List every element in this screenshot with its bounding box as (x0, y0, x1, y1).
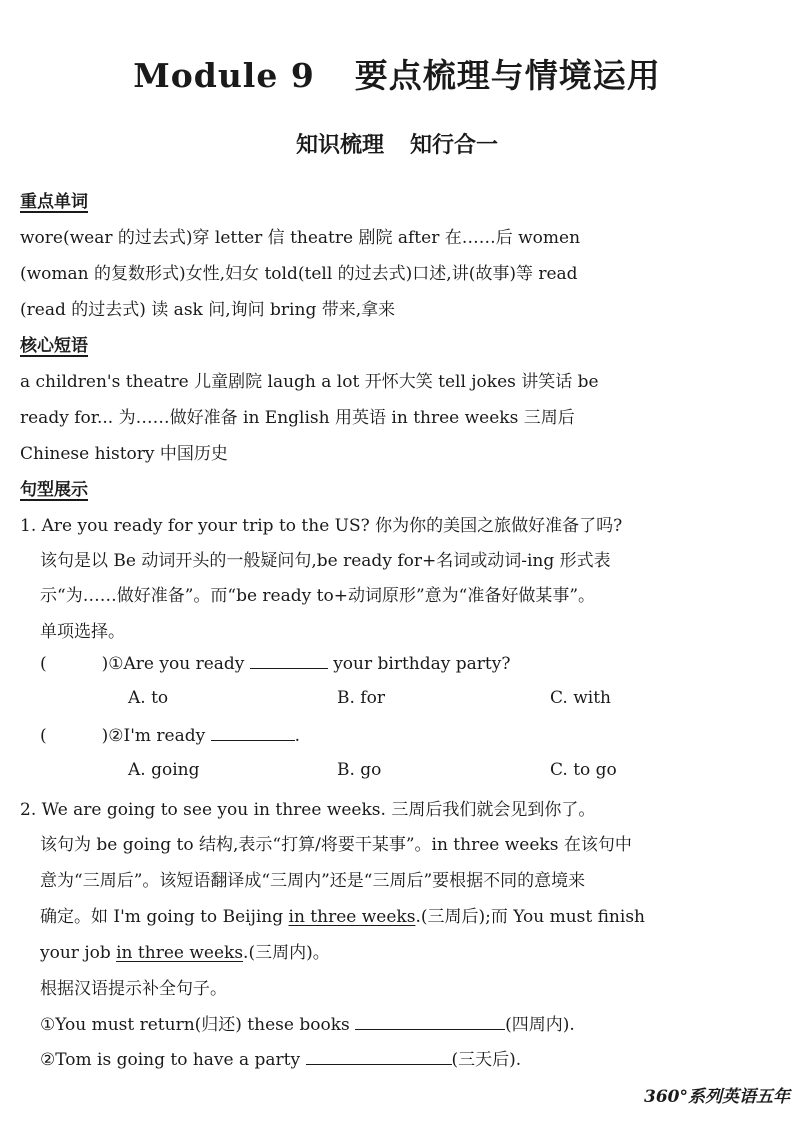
explain-3-underlined: in three weeks (288, 907, 416, 927)
q1-option-a[interactable]: A. to (128, 688, 169, 708)
q2-option-b[interactable]: B. go (337, 760, 382, 780)
choice-question-2 (40, 724, 300, 746)
q2-paren-open: ( (40, 726, 47, 746)
sentence-2-instruction: 根据汉语提示补全句子。 (40, 979, 227, 999)
words-line-1: wore(wear 的过去式)穿 letter 信 theatre 剧院 after 在……后 women (20, 228, 581, 248)
phrases-line-3: Chinese history 中国历史 (20, 444, 228, 464)
f1-stem: ①You must return(归还) these books (40, 1015, 350, 1035)
q2-tail: . (294, 726, 301, 746)
explain-3-pre: 确定。如 I'm going to Beijing (40, 907, 289, 927)
q1-stem: )①Are you ready (101, 654, 245, 674)
page-subtitle (0, 128, 794, 159)
explain-4-post: .(三周内)。 (243, 943, 330, 963)
f2-blank[interactable] (306, 1048, 452, 1065)
sentence-1-explain-1: 该句是以 Be 动词开头的一般疑问句,be ready for+名词或动词-ing 形式表 (40, 551, 611, 571)
words-line-3: (read 的过去式) 读 ask 问,询问 bring 带来,拿来 (20, 300, 396, 320)
q1-option-c[interactable]: C. with (550, 688, 611, 708)
phrases-line-2: ready for... 为……做好准备 in English 用英语 in three weeks 三周后 (20, 408, 575, 428)
sentence-2-explain-4 (40, 938, 330, 963)
q2-option-a[interactable]: A. going (128, 760, 200, 780)
q2-blank[interactable] (211, 724, 295, 741)
q1-blank[interactable] (250, 652, 328, 669)
series-footer: 360°系列英语五年 (644, 1087, 790, 1107)
title-module: Module 9 (133, 56, 315, 95)
sentence-2-explain-3 (40, 902, 645, 927)
explain-4-underlined: in three weeks (116, 943, 244, 963)
f2-hint: (三天后). (451, 1050, 522, 1070)
sentence-1-instruction: 单项选择。 (40, 622, 125, 642)
phrases-line-1: a children's theatre 儿童剧院 laugh a lot 开怀大笑 tell jokes 讲笑话 be (20, 372, 599, 392)
fill-question-1 (40, 1010, 575, 1035)
page-title (0, 50, 794, 97)
explain-3-post: .(三周后);而 You must finish (415, 907, 645, 927)
section-heading-phrases: 核心短语 (20, 336, 88, 356)
q1-paren-open: ( (40, 654, 47, 674)
sentence-2-explain-1: 该句为 be going to 结构,表示“打算/将要干某事”。in three weeks 在该句中 (40, 835, 632, 855)
choice-question-1 (40, 652, 510, 674)
title-topic: 要点梳理与情境运用 (354, 56, 661, 95)
section-heading-sentences: 句型展示 (20, 480, 88, 500)
f1-blank[interactable] (355, 1013, 505, 1030)
section-heading-words: 重点单词 (20, 192, 88, 212)
subtitle-part2: 知行合一 (410, 132, 499, 158)
q1-tail: your birthday party? (333, 654, 511, 674)
sentence-2: 2. We are going to see you in three weeks. 三周后我们就会见到你了。 (20, 800, 596, 820)
f2-stem: ②Tom is going to have a party (40, 1050, 301, 1070)
sentence-1-explain-2: 示“为……做好准备”。而“be ready to+动词原形”意为“准备好做某事”。 (40, 586, 596, 606)
q2-option-c[interactable]: C. to go (550, 760, 617, 780)
words-line-2: (woman 的复数形式)女性,妇女 told(tell 的过去式)口述,讲(故事)等 read (20, 264, 578, 284)
subtitle-part1: 知识梳理 (295, 132, 384, 158)
explain-4-pre: your job (40, 943, 117, 963)
sentence-1: 1. Are you ready for your trip to the US? 你为你的美国之旅做好准备了吗? (20, 516, 623, 536)
q2-stem: )②I'm ready (101, 726, 206, 746)
f1-hint: (四周内). (505, 1015, 575, 1035)
sentence-2-explain-2: 意为“三周后”。该短语翻译成“三周内”还是“三周后”要根据不同的意境来 (40, 871, 586, 891)
fill-question-2 (40, 1045, 521, 1070)
q1-option-b[interactable]: B. for (337, 688, 385, 708)
